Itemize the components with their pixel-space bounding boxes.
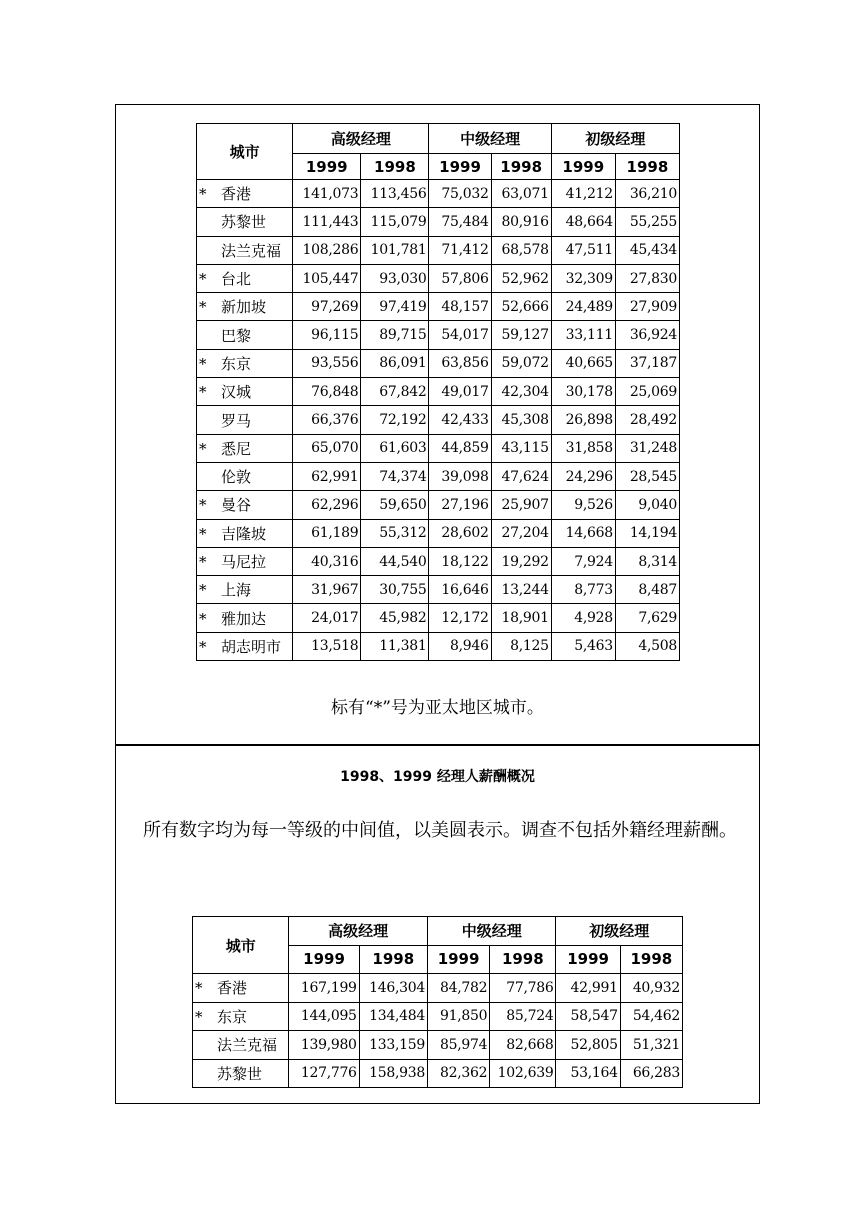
- salary-cell: 127,776: [289, 1059, 359, 1088]
- asia-pacific-mark: *: [199, 439, 207, 458]
- city-cell: [197, 321, 293, 349]
- header-junior-manager: 初级经理: [556, 917, 683, 946]
- salary-cell: 48,664: [551, 208, 615, 236]
- salary-cell: 91,850: [427, 1002, 489, 1031]
- salary-cell: 39,098: [429, 462, 491, 490]
- header-year: 1998: [490, 945, 556, 974]
- table-row: [197, 604, 680, 632]
- asia-pacific-mark: *: [195, 1007, 203, 1026]
- salary-cell: 27,830: [615, 264, 679, 292]
- city-name: 法兰克福: [217, 1036, 278, 1055]
- salary-cell: 5,463: [551, 632, 615, 660]
- salary-cell: 96,115: [293, 321, 361, 349]
- city-cell: [193, 1002, 289, 1031]
- table-row: [193, 1002, 683, 1031]
- asia-pacific-mark: *: [199, 496, 207, 515]
- table-row: [197, 321, 680, 349]
- salary-cell: 66,283: [620, 1059, 682, 1088]
- salary-cell: 14,668: [551, 519, 615, 547]
- salary-cell: 97,419: [361, 293, 429, 321]
- salary-cell: 45,982: [361, 604, 429, 632]
- city-cell: [197, 349, 293, 377]
- salary-cell: 58,547: [556, 1002, 620, 1031]
- city-name: 罗马: [221, 411, 252, 430]
- asia-pacific-mark: *: [199, 354, 207, 373]
- salary-cell: 28,492: [615, 406, 679, 434]
- header-year: 1999: [289, 945, 359, 974]
- salary-cell: 54,017: [429, 321, 491, 349]
- asia-pacific-mark: *: [195, 979, 203, 998]
- salary-cell: 85,724: [490, 1002, 556, 1031]
- salary-cell: 134,484: [359, 1002, 427, 1031]
- city-cell: [197, 293, 293, 321]
- salary-cell: 45,308: [491, 406, 551, 434]
- header-year: 1999: [556, 945, 620, 974]
- salary-cell: 43,115: [491, 434, 551, 462]
- city-name: 悉尼: [221, 439, 252, 458]
- salary-cell: 89,715: [361, 321, 429, 349]
- salary-cell: 8,946: [429, 632, 491, 660]
- salary-cell: 14,194: [615, 519, 679, 547]
- salary-cell: 53,164: [556, 1059, 620, 1088]
- salary-cell: 25,069: [615, 378, 679, 406]
- table-row: [197, 208, 680, 236]
- salary-cell: 9,040: [615, 491, 679, 519]
- header-junior-manager: 初级经理: [551, 124, 679, 154]
- city-name: 台北: [221, 270, 252, 289]
- city-cell: [197, 547, 293, 575]
- salary-cell: 102,639: [490, 1059, 556, 1088]
- salary-cell: 42,991: [556, 974, 620, 1003]
- salary-cell: 44,859: [429, 434, 491, 462]
- salary-cell: 144,095: [289, 1002, 359, 1031]
- salary-cell: 4,508: [615, 632, 679, 660]
- salary-cell: 27,909: [615, 293, 679, 321]
- salary-cell: 59,072: [491, 349, 551, 377]
- table-row: [197, 349, 680, 377]
- table-row: [197, 406, 680, 434]
- salary-table-2: [192, 916, 683, 1088]
- salary-cell: 24,296: [551, 462, 615, 490]
- salary-cell: 52,805: [556, 1031, 620, 1060]
- salary-cell: 59,650: [361, 491, 429, 519]
- salary-cell: 54,462: [620, 1002, 682, 1031]
- city-cell: [197, 406, 293, 434]
- salary-cell: 146,304: [359, 974, 427, 1003]
- salary-cell: 108,286: [293, 236, 361, 264]
- salary-cell: 28,602: [429, 519, 491, 547]
- salary-cell: 62,296: [293, 491, 361, 519]
- city-name: 伦敦: [221, 468, 252, 487]
- salary-cell: 8,487: [615, 576, 679, 604]
- salary-cell: 63,071: [491, 180, 551, 208]
- table-row: [197, 293, 680, 321]
- salary-cell: 72,192: [361, 406, 429, 434]
- header-year: 1999: [429, 154, 491, 180]
- header-middle-manager: 中级经理: [429, 124, 551, 154]
- salary-cell: 67,842: [361, 378, 429, 406]
- table-row: [197, 632, 680, 660]
- header-city: 城市: [197, 124, 293, 180]
- salary-cell: 30,755: [361, 576, 429, 604]
- salary-cell: 31,858: [551, 434, 615, 462]
- salary-cell: 18,901: [491, 604, 551, 632]
- city-name: 胡志明市: [221, 637, 282, 656]
- salary-cell: 45,434: [615, 236, 679, 264]
- salary-cell: 62,991: [293, 462, 361, 490]
- city-cell: [197, 378, 293, 406]
- salary-cell: 93,556: [293, 349, 361, 377]
- table-row: [197, 576, 680, 604]
- city-name: 东京: [217, 1007, 248, 1026]
- salary-cell: 24,017: [293, 604, 361, 632]
- salary-cell: 52,666: [491, 293, 551, 321]
- header-senior-manager: 高级经理: [289, 917, 428, 946]
- asia-pacific-mark: *: [199, 270, 207, 289]
- salary-cell: 86,091: [361, 349, 429, 377]
- salary-cell: 18,122: [429, 547, 491, 575]
- salary-cell: 49,017: [429, 378, 491, 406]
- salary-cell: 40,665: [551, 349, 615, 377]
- salary-cell: 61,189: [293, 519, 361, 547]
- salary-cell: 51,321: [620, 1031, 682, 1060]
- salary-cell: 55,312: [361, 519, 429, 547]
- salary-cell: 8,125: [491, 632, 551, 660]
- salary-cell: 30,178: [551, 378, 615, 406]
- table-row: [193, 1031, 683, 1060]
- asia-pacific-mark: *: [199, 581, 207, 600]
- salary-cell: 13,244: [491, 576, 551, 604]
- salary-cell: 4,928: [551, 604, 615, 632]
- salary-cell: 31,248: [615, 434, 679, 462]
- header-year: 1998: [491, 154, 551, 180]
- salary-cell: 12,172: [429, 604, 491, 632]
- city-name: 雅加达: [221, 609, 267, 628]
- city-cell: [197, 434, 293, 462]
- table-row: [197, 180, 680, 208]
- salary-cell: 37,187: [615, 349, 679, 377]
- salary-cell: 167,199: [289, 974, 359, 1003]
- salary-cell: 36,924: [615, 321, 679, 349]
- salary-cell: 25,907: [491, 491, 551, 519]
- header-year: 1999: [551, 154, 615, 180]
- city-name: 法兰克福: [221, 241, 282, 260]
- header-city: 城市: [193, 917, 289, 974]
- city-cell: [197, 208, 293, 236]
- header-year: 1998: [615, 154, 679, 180]
- salary-cell: 13,518: [293, 632, 361, 660]
- salary-cell: 55,255: [615, 208, 679, 236]
- asia-pacific-mark: *: [199, 524, 207, 543]
- salary-cell: 71,412: [429, 236, 491, 264]
- city-cell: [193, 1059, 289, 1088]
- section-title: 1998、1999 经理人薪酬概况: [340, 769, 535, 785]
- city-name: 曼谷: [221, 496, 252, 515]
- asia-pacific-mark: *: [199, 185, 207, 204]
- salary-cell: 59,127: [491, 321, 551, 349]
- salary-cell: 158,938: [359, 1059, 427, 1088]
- salary-cell: 44,540: [361, 547, 429, 575]
- salary-cell: 68,578: [491, 236, 551, 264]
- table-row: [197, 462, 680, 490]
- salary-cell: 31,967: [293, 576, 361, 604]
- salary-cell: 84,782: [427, 974, 489, 1003]
- salary-cell: 133,159: [359, 1031, 427, 1060]
- city-name: 苏黎世: [217, 1064, 263, 1083]
- salary-cell: 82,668: [490, 1031, 556, 1060]
- salary-cell: 27,196: [429, 491, 491, 519]
- salary-cell: 27,204: [491, 519, 551, 547]
- salary-cell: 47,511: [551, 236, 615, 264]
- city-cell: [193, 974, 289, 1003]
- city-name: 新加坡: [221, 298, 267, 317]
- city-cell: [197, 264, 293, 292]
- salary-cell: 75,484: [429, 208, 491, 236]
- table-row: [197, 236, 680, 264]
- salary-cell: 141,073: [293, 180, 361, 208]
- salary-cell: 93,030: [361, 264, 429, 292]
- salary-cell: 16,646: [429, 576, 491, 604]
- salary-cell: 63,856: [429, 349, 491, 377]
- table-row: [197, 434, 680, 462]
- city-cell: [197, 236, 293, 264]
- salary-cell: 77,786: [490, 974, 556, 1003]
- city-cell: [197, 519, 293, 547]
- salary-cell: 65,070: [293, 434, 361, 462]
- salary-cell: 97,269: [293, 293, 361, 321]
- salary-cell: 75,032: [429, 180, 491, 208]
- table-row: [197, 264, 680, 292]
- asia-pacific-mark: *: [199, 383, 207, 402]
- salary-cell: 26,898: [551, 406, 615, 434]
- table-row: [193, 974, 683, 1003]
- salary-cell: 61,603: [361, 434, 429, 462]
- salary-cell: 8,314: [615, 547, 679, 575]
- salary-cell: 82,362: [427, 1059, 489, 1088]
- salary-cell: 80,916: [491, 208, 551, 236]
- salary-cell: 57,806: [429, 264, 491, 292]
- salary-cell: 24,489: [551, 293, 615, 321]
- salary-cell: 28,545: [615, 462, 679, 490]
- salary-cell: 8,773: [551, 576, 615, 604]
- city-cell: [197, 491, 293, 519]
- city-cell: [197, 632, 293, 660]
- salary-cell: 85,974: [427, 1031, 489, 1060]
- salary-cell: 19,292: [491, 547, 551, 575]
- salary-cell: 111,443: [293, 208, 361, 236]
- salary-table-1: [196, 123, 680, 661]
- city-name: 马尼拉: [221, 553, 267, 571]
- city-cell: [193, 1031, 289, 1060]
- city-name: 香港: [217, 979, 248, 998]
- salary-cell: 105,447: [293, 264, 361, 292]
- city-cell: [197, 576, 293, 604]
- city-name: 东京: [221, 354, 252, 373]
- salary-cell: 33,111: [551, 321, 615, 349]
- salary-cell: 41,212: [551, 180, 615, 208]
- table-row: [197, 491, 680, 519]
- salary-cell: 11,381: [361, 632, 429, 660]
- city-cell: [197, 604, 293, 632]
- salary-cell: 52,962: [491, 264, 551, 292]
- asia-pacific-mark: *: [199, 298, 207, 317]
- salary-cell: 76,848: [293, 378, 361, 406]
- table-row: [193, 1059, 683, 1088]
- salary-cell: 66,376: [293, 406, 361, 434]
- city-cell: [197, 462, 293, 490]
- salary-cell: 115,079: [361, 208, 429, 236]
- header-year: 1999: [427, 945, 489, 974]
- table-row: [197, 519, 680, 547]
- asia-pacific-note: 标有“*”号为亚太地区城市。: [331, 698, 544, 718]
- city-name: 吉隆坡: [221, 524, 267, 543]
- table-panel-2: [115, 744, 760, 1104]
- salary-cell: 42,304: [491, 378, 551, 406]
- header-senior-manager: 高级经理: [293, 124, 429, 154]
- asia-pacific-mark: *: [199, 637, 207, 656]
- salary-cell: 9,526: [551, 491, 615, 519]
- header-year: 1998: [361, 154, 429, 180]
- salary-cell: 40,932: [620, 974, 682, 1003]
- salary-cell: 113,456: [361, 180, 429, 208]
- city-name: 汉城: [221, 383, 252, 402]
- header-middle-manager: 中级经理: [427, 917, 556, 946]
- salary-cell: 32,309: [551, 264, 615, 292]
- header-year: 1999: [293, 154, 361, 180]
- salary-cell: 42,433: [429, 406, 491, 434]
- salary-cell: 7,629: [615, 604, 679, 632]
- city-name: 上海: [221, 581, 252, 600]
- section-paragraph: 所有数字均为每一等级的中间值，以美圆表示。调查不包括外籍经理薪酬。: [143, 820, 737, 841]
- asia-pacific-mark: *: [199, 609, 207, 628]
- salary-cell: 7,924: [551, 547, 615, 575]
- salary-cell: 47,624: [491, 462, 551, 490]
- salary-cell: 139,980: [289, 1031, 359, 1060]
- table-row: [197, 547, 680, 575]
- salary-cell: 48,157: [429, 293, 491, 321]
- salary-cell: 36,210: [615, 180, 679, 208]
- asia-pacific-mark: *: [199, 553, 207, 571]
- city-name: 香港: [221, 185, 252, 204]
- table-panel-1: [115, 104, 760, 744]
- header-year: 1998: [359, 945, 427, 974]
- city-cell: [197, 180, 293, 208]
- city-name: 巴黎: [221, 326, 252, 345]
- salary-cell: 74,374: [361, 462, 429, 490]
- salary-cell: 101,781: [361, 236, 429, 264]
- header-year: 1998: [620, 945, 682, 974]
- salary-cell: 40,316: [293, 547, 361, 575]
- table-row: [197, 378, 680, 406]
- city-name: 苏黎世: [221, 213, 267, 232]
